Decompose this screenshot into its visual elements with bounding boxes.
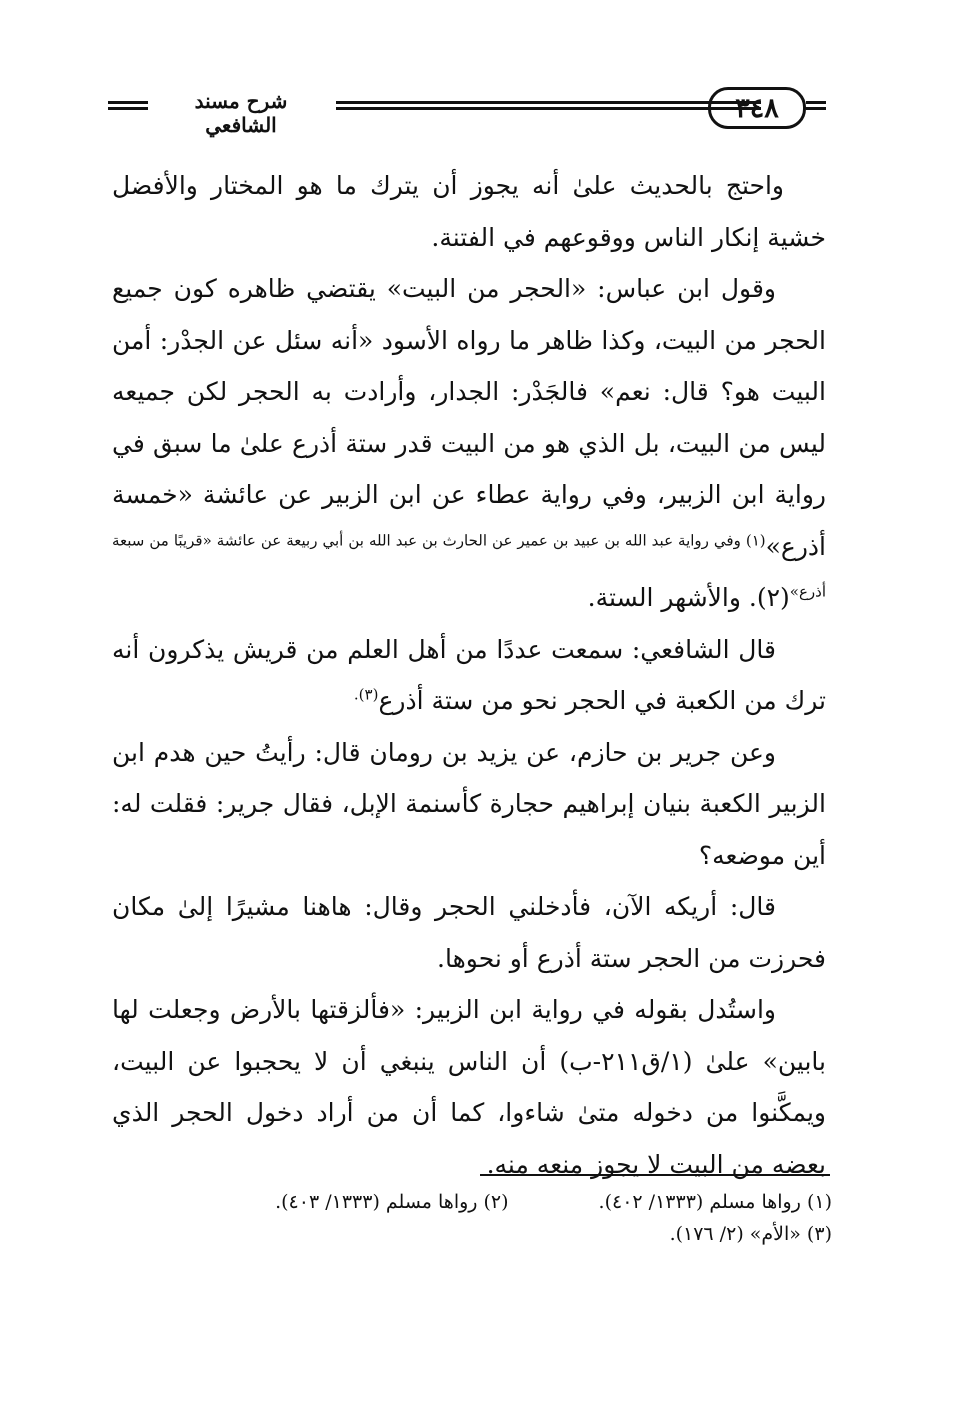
footnote: (٣) «الأم» (٢/ ١٧٦).: [669, 1223, 832, 1245]
footnote-separator: [480, 1174, 830, 1176]
header-rule-left: [108, 101, 148, 110]
header-rule-right: [806, 101, 826, 110]
footnote: (١) رواها مسلم (١٣٣٣/ ٤٠٢).: [598, 1191, 832, 1213]
header-rule-middle: [336, 101, 761, 110]
paragraph: قال: أريكه الآن، فأدخلني الحجر وقال: هاهنا مشيرًا إلىٰ مكان فحرزت من الحجر ستة أذرع أو نحوها.: [112, 892, 826, 973]
paragraph: واستُدل بقوله في رواية ابن الزبير: «فألزقتها بالأرض وجعلت لها بابين» علىٰ (١/ق٢١١-ب) أن الناس ينبغي أن لا يحجبوا عن البيت، ويمكَّنوا من دخوله متىٰ شاءوا، كما أن من أراد دخول الحجر الذي بعضه من البيت لا يجوز منعه منه.: [112, 995, 826, 1179]
page-number: ٣٤٨: [708, 87, 806, 129]
footnote: (٢) رواها مسلم (١٣٣٣/ ٤٠٣).: [275, 1191, 509, 1213]
paragraph: واحتج بالحديث علىٰ أنه يجوز أن يترك ما هو المختار والأفضل خشية إنكار الناس ووقوعهم في الفتنة.: [112, 171, 826, 252]
body-text: [112, 160, 826, 1190]
paragraph: قال الشافعي: سمعت عددًا من أهل العلم من قريش يذكرون أنه ترك من الكعبة في الحجر نحو من ستة أذرع$^{(٣).}$: [112, 634, 826, 715]
paragraph: وعن جرير بن حازم، عن يزيد بن رومان قال: رأيتُ حين هدم ابن الزبير الكعبة بنيان إبراهيم حجارة كأسنمة الإبل، فقال جرير: فقلت له: أين موضعه؟: [112, 737, 826, 870]
footnotes: [112, 1186, 832, 1250]
running-title: شرح مسند الشافعي: [194, 89, 288, 137]
paragraph: وقول ابن عباس: «الحجر من البيت» يقتضي ظاهره كون جميع الحجر من البيت، وكذا ظاهر ما رواه الأسود «أنه سئل عن الجدْر: أمن البيت هو؟ قال: نعم» فالجَدْر: الجدار، وأرادت به الحجر لكن جميعه ليس من البيت، بل الذي هو من البيت قدر ستة أذرع علىٰ ما سبق في رواية ابن الزبير، وفي رواية عطاء عن ابن الزبير عن عائشة «خمسة أذرع»$^{(١) وفي رواية عبد الله بن عبيد بن عمير عن الحارث بن عبد الله بن أبي ربيعة عن عائشة «قريبًا من سبعة أذرع»}$(٢). والأشهر الستة.: [112, 274, 826, 612]
page-header: [108, 84, 826, 137]
